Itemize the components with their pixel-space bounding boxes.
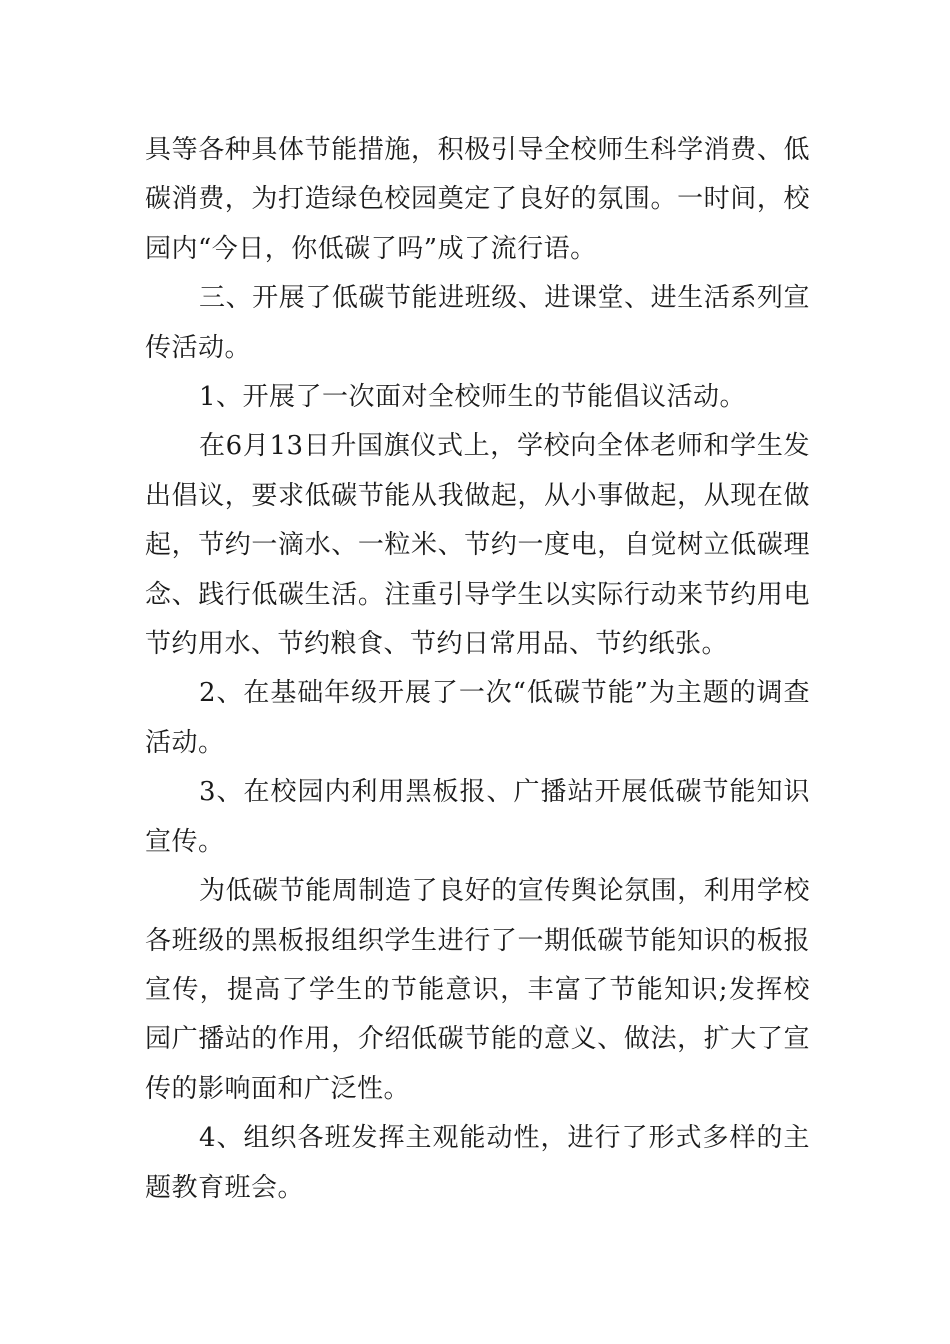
paragraph-section-three-heading: 三、开展了低碳节能进班级、进课堂、进生活系列宣传活动。 <box>145 283 810 363</box>
paragraph-item-four: 4、组织各班发挥主观能动性，进行了形式多样的主题教育班会。 <box>145 1123 810 1203</box>
paragraph-blackboard-broadcast: 为低碳节能周制造了良好的宣传舆论氛围，利用学校各班级的黑板报组织学生进行了一期低碳节能知识的板报宣传，提高了学生的节能意识，丰富了节能知识;发挥校园广播站的作用，介绍低碳节能的意义、做法，扩大了宣传的影响面和广泛性。 <box>145 876 810 1104</box>
paragraph-continuation: 具等各种具体节能措施，积极引导全校师生科学消费、低碳消费，为打造绿色校园奠定了良好的氛围。一时间，校园内“今日，你低碳了吗”成了流行语。 <box>145 135 810 264</box>
paragraph-item-one: 1、开展了一次面对全校师生的节能倡议活动。 <box>199 382 747 413</box>
paragraph-flag-ceremony: 在6月13日升国旗仪式上，学校向全体老师和学生发出倡议，要求低碳节能从我做起，从小事做起，从现在做起，节约一滴水、一粒米、节约一度电，自觉树立低碳理念、践行低碳生活。注重引导学生以实际行动来节约用电节约用水、节约粮食、节约日常用品、节约纸张。 <box>145 431 810 660</box>
document-body <box>145 126 810 1213</box>
paragraph-item-three: 3、在校园内利用黑板报、广播站开展低碳节能知识宣传。 <box>145 777 810 857</box>
paragraph-item-two: 2、在基础年级开展了一次“低碳节能”为主题的调查活动。 <box>145 678 810 758</box>
